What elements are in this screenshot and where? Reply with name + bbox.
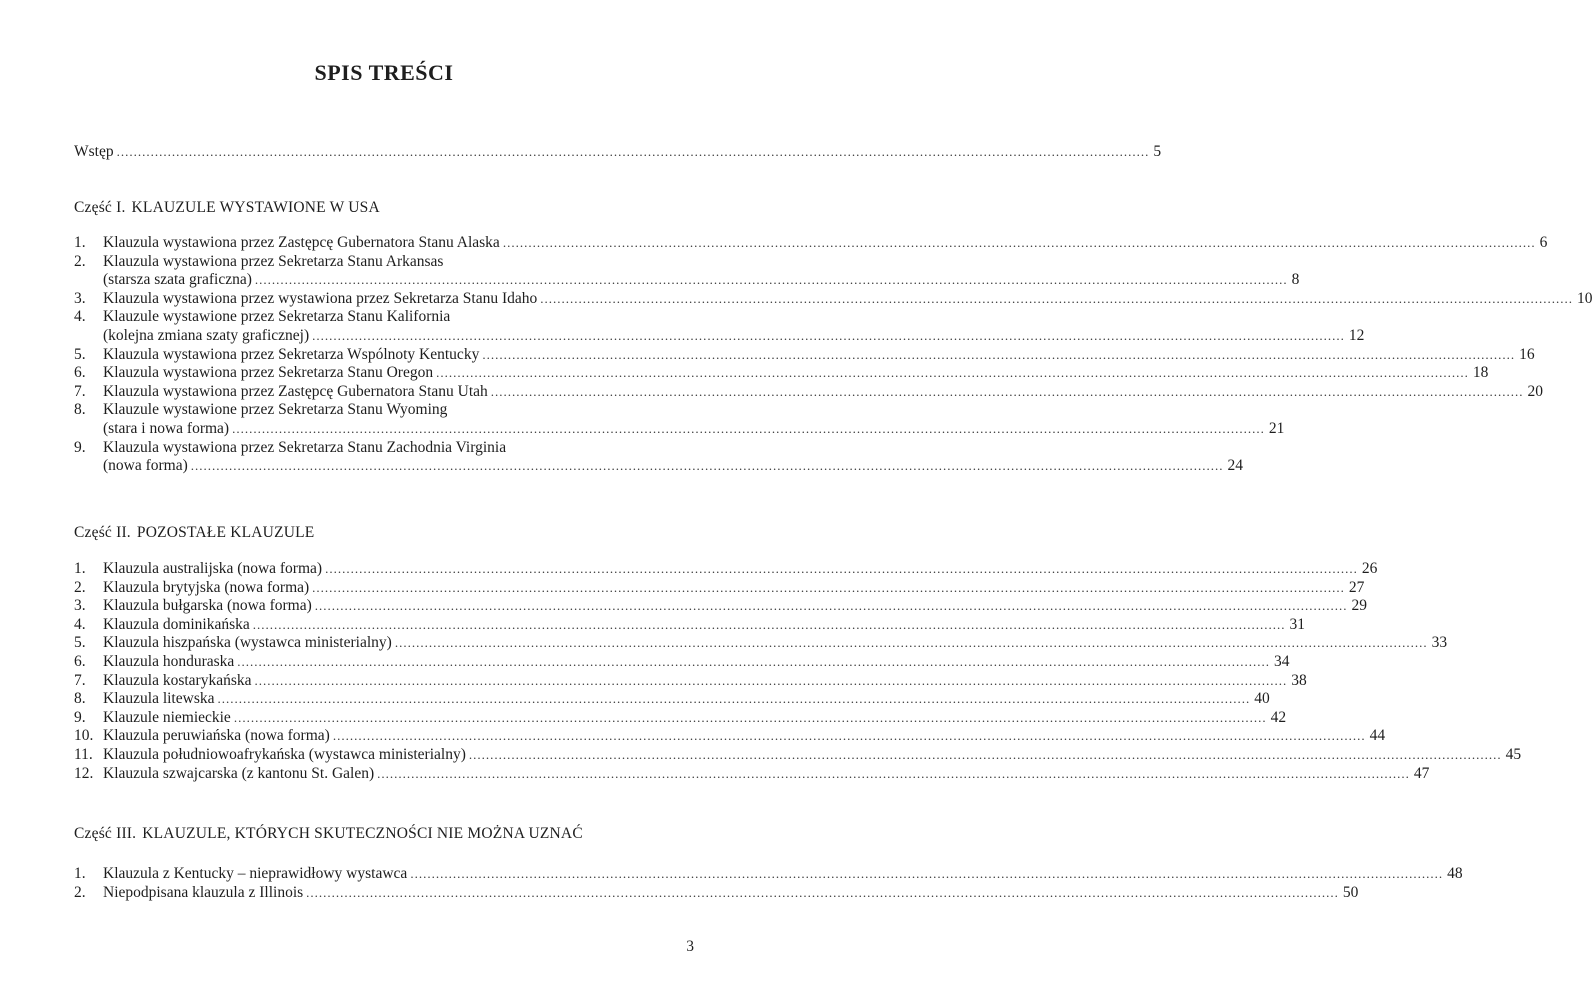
toc-entry[interactable] bbox=[74, 560, 1378, 579]
page-number: 31 bbox=[1289, 615, 1306, 633]
toc-entry[interactable] bbox=[74, 382, 1544, 402]
section-part: Część II. bbox=[74, 524, 131, 541]
page-number: 50 bbox=[1342, 883, 1359, 901]
entry-text: Klauzula hiszpańska (wystawca ministerialny) bbox=[103, 634, 392, 652]
toc-intro bbox=[74, 143, 1162, 162]
entry-number: 10. bbox=[74, 727, 94, 745]
dot-leader bbox=[482, 346, 1515, 365]
page-number: 18 bbox=[1472, 364, 1489, 382]
entry-text: Klauzula wystawiona przez Zastępcę Gubernatora Stanu Alaska bbox=[103, 234, 500, 251]
entry-text: (starsza szata graficzna) bbox=[103, 271, 252, 289]
page-number: 33 bbox=[1431, 634, 1448, 652]
entry-number: 11. bbox=[74, 745, 93, 763]
dot-leader bbox=[255, 672, 1288, 691]
toc-entry[interactable] bbox=[74, 652, 1290, 672]
entry-number: 1. bbox=[74, 234, 86, 251]
dot-leader bbox=[377, 765, 1410, 784]
toc-entry[interactable] bbox=[74, 364, 1489, 383]
dot-leader bbox=[312, 579, 1345, 598]
entry-text: Wstęp bbox=[74, 143, 114, 160]
page-number: 6 bbox=[1539, 234, 1548, 251]
entry-text: Klauzula szwajcarska (z kantonu St. Galen) bbox=[103, 764, 375, 782]
page-number: 10 bbox=[1577, 289, 1593, 307]
toc-entry[interactable] bbox=[74, 345, 1535, 365]
dot-leader bbox=[234, 709, 1267, 728]
dot-leader bbox=[491, 383, 1524, 402]
toc-entry[interactable] bbox=[74, 271, 1300, 290]
dot-leader bbox=[410, 865, 1443, 884]
toc-entry[interactable] bbox=[74, 308, 696, 327]
page-number: 29 bbox=[1351, 597, 1367, 615]
entry-text: Klauzula wystawiona przez Sekretarza Stanu Arkansas bbox=[103, 252, 444, 270]
section-part: Część I. bbox=[74, 199, 126, 216]
dot-leader bbox=[503, 234, 1536, 253]
toc-section-3 bbox=[74, 865, 1463, 902]
page-number: 40 bbox=[1254, 690, 1270, 708]
dot-leader bbox=[191, 457, 1224, 476]
page-number: 26 bbox=[1361, 560, 1378, 577]
entry-text: Klauzula z Kentucky – nieprawidłowy wystawca bbox=[103, 865, 408, 882]
toc-entry[interactable] bbox=[74, 865, 1463, 884]
entry-text: Klauzula bułgarska (nowa forma) bbox=[103, 597, 312, 615]
dot-leader bbox=[253, 616, 1286, 635]
entry-text: Klauzula południowoafrykańska (wystawca ministerialny) bbox=[103, 745, 466, 763]
toc-entry[interactable] bbox=[74, 615, 1306, 635]
dot-leader bbox=[469, 746, 1502, 765]
dot-leader bbox=[312, 327, 1345, 346]
page-number: 47 bbox=[1413, 764, 1430, 782]
entry-text: Klauzula peruwiańska (nowa forma) bbox=[103, 727, 330, 745]
entry-number: 6. bbox=[74, 364, 86, 382]
entry-text: Klauzula brytyjska (nowa forma) bbox=[103, 578, 310, 596]
toc-entry[interactable] bbox=[74, 578, 1365, 598]
toc-entry[interactable] bbox=[74, 234, 1548, 253]
entry-text: Klauzule niemieckie bbox=[103, 708, 231, 726]
entry-text: Klauzula dominikańska bbox=[103, 615, 250, 633]
entry-text: (stara i nowa forma) bbox=[103, 419, 230, 437]
entry-number: 2. bbox=[74, 252, 86, 270]
entry-number: 9. bbox=[74, 708, 86, 726]
entry-number: 3. bbox=[74, 289, 86, 307]
page-number: 5 bbox=[1153, 143, 1162, 160]
page-number: 20 bbox=[1527, 382, 1544, 400]
entry-text: Klauzula wystawiona przez Sekretarza Stanu Zachodnia Virginia bbox=[103, 438, 507, 456]
toc-entry[interactable] bbox=[74, 671, 1307, 691]
entry-text: Klauzule wystawione przez Sekretarza Stanu Wyoming bbox=[103, 401, 448, 419]
toc-entry[interactable] bbox=[74, 727, 1386, 746]
page-number: 21 bbox=[1268, 419, 1285, 437]
entry-number: 8. bbox=[74, 690, 86, 708]
section-title: KLAUZULE WYSTAWIONE W USA bbox=[131, 199, 380, 216]
section-title: KLAUZULE, KTÓRYCH SKUTECZNOŚCI NIE MOŻNA UZNAĆ bbox=[142, 825, 583, 842]
toc-entry[interactable] bbox=[74, 419, 1285, 439]
entry-text: Klauzula honduraska bbox=[103, 652, 235, 670]
dot-leader bbox=[217, 690, 1250, 709]
entry-number: 7. bbox=[74, 382, 86, 400]
page-number: 16 bbox=[1519, 345, 1535, 363]
dot-leader bbox=[395, 634, 1428, 653]
toc-section-2 bbox=[74, 560, 1522, 783]
entry-number: 2. bbox=[74, 578, 86, 596]
dot-leader bbox=[333, 727, 1366, 746]
toc-entry[interactable] bbox=[74, 745, 1522, 765]
entry-number: 7. bbox=[74, 671, 86, 689]
dot-leader bbox=[232, 420, 1265, 439]
page-number: 34 bbox=[1274, 652, 1290, 670]
page-number: 38 bbox=[1291, 671, 1307, 689]
entry-text: (nowa forma) bbox=[103, 457, 188, 475]
entry-number: 4. bbox=[74, 308, 86, 326]
page-folio: 3 bbox=[686, 938, 694, 955]
entry-number: 5. bbox=[74, 345, 86, 363]
dot-leader bbox=[237, 653, 1270, 672]
section-title: POZOSTAŁE KLAUZULE bbox=[136, 524, 315, 541]
entry-text: Klauzule wystawione przez Sekretarza Stanu Kalifornia bbox=[103, 308, 451, 326]
page-number: 48 bbox=[1447, 865, 1463, 882]
entry-text: Klauzula wystawiona przez wystawiona przez Sekretarza Stanu Idaho bbox=[103, 289, 538, 307]
page-number: 12 bbox=[1348, 326, 1365, 344]
dot-leader bbox=[315, 597, 1348, 616]
entry-text: Klauzula kostarykańska bbox=[103, 671, 252, 689]
page-number: 45 bbox=[1505, 745, 1522, 763]
toc-entry[interactable] bbox=[74, 764, 1430, 784]
page-number: 42 bbox=[1270, 708, 1287, 726]
toc-entry[interactable] bbox=[74, 457, 1244, 476]
page-number: 27 bbox=[1348, 578, 1365, 596]
entry-number: 1. bbox=[74, 865, 86, 882]
entry-number: 4. bbox=[74, 615, 86, 633]
section-heading bbox=[74, 825, 583, 843]
entry-text: (kolejna zmiana szaty graficznej) bbox=[103, 326, 310, 344]
entry-number: 2. bbox=[74, 883, 86, 901]
toc-entry[interactable] bbox=[74, 634, 1448, 653]
entry-text: Klauzula australijska (nowa forma) bbox=[103, 560, 323, 577]
entry-number: 12. bbox=[74, 764, 94, 782]
entry-number: 1. bbox=[74, 560, 86, 577]
entry-number: 5. bbox=[74, 634, 86, 652]
toc-entry[interactable] bbox=[74, 439, 696, 458]
dot-leader bbox=[117, 143, 1150, 162]
toc-entry[interactable] bbox=[74, 253, 696, 272]
toc-entry[interactable] bbox=[74, 883, 1359, 903]
page-number: 24 bbox=[1227, 457, 1244, 475]
toc-entry[interactable] bbox=[74, 326, 1365, 346]
entry-text: Klauzula wystawiona przez Zastępcę Gubernatora Stanu Utah bbox=[103, 382, 488, 400]
toc-entry[interactable] bbox=[74, 401, 696, 420]
page-number: 44 bbox=[1369, 727, 1386, 745]
entry-text: Klauzula litewska bbox=[103, 690, 215, 708]
section-heading bbox=[74, 199, 380, 217]
dot-leader bbox=[325, 560, 1358, 579]
dot-leader bbox=[436, 364, 1469, 383]
entry-text: Klauzula wystawiona przez Sekretarza Wspólnoty Kentucky bbox=[103, 345, 480, 363]
entry-text: Niepodpisana klauzula z Illinois bbox=[103, 883, 304, 901]
toc-entry[interactable] bbox=[74, 708, 1287, 728]
entry-number: 3. bbox=[74, 597, 86, 615]
entry-number: 8. bbox=[74, 401, 86, 419]
dot-leader bbox=[255, 271, 1288, 290]
entry-text: Klauzula wystawiona przez Sekretarza Stanu Oregon bbox=[103, 364, 434, 382]
section-heading bbox=[74, 524, 314, 542]
toc-section-1 bbox=[74, 234, 1593, 476]
dot-leader bbox=[540, 290, 1573, 309]
dot-leader bbox=[306, 884, 1339, 903]
entry-number: 9. bbox=[74, 438, 86, 456]
toc-entry[interactable] bbox=[74, 690, 1270, 709]
section-part: Część III. bbox=[74, 825, 137, 842]
page-number: 8 bbox=[1291, 271, 1300, 289]
toc-entry[interactable] bbox=[74, 289, 1593, 309]
toc-entry[interactable] bbox=[74, 143, 1162, 162]
page-title: SPIS TREŚCI bbox=[314, 60, 454, 85]
entry-number: 6. bbox=[74, 652, 86, 670]
toc-entry[interactable] bbox=[74, 597, 1367, 616]
